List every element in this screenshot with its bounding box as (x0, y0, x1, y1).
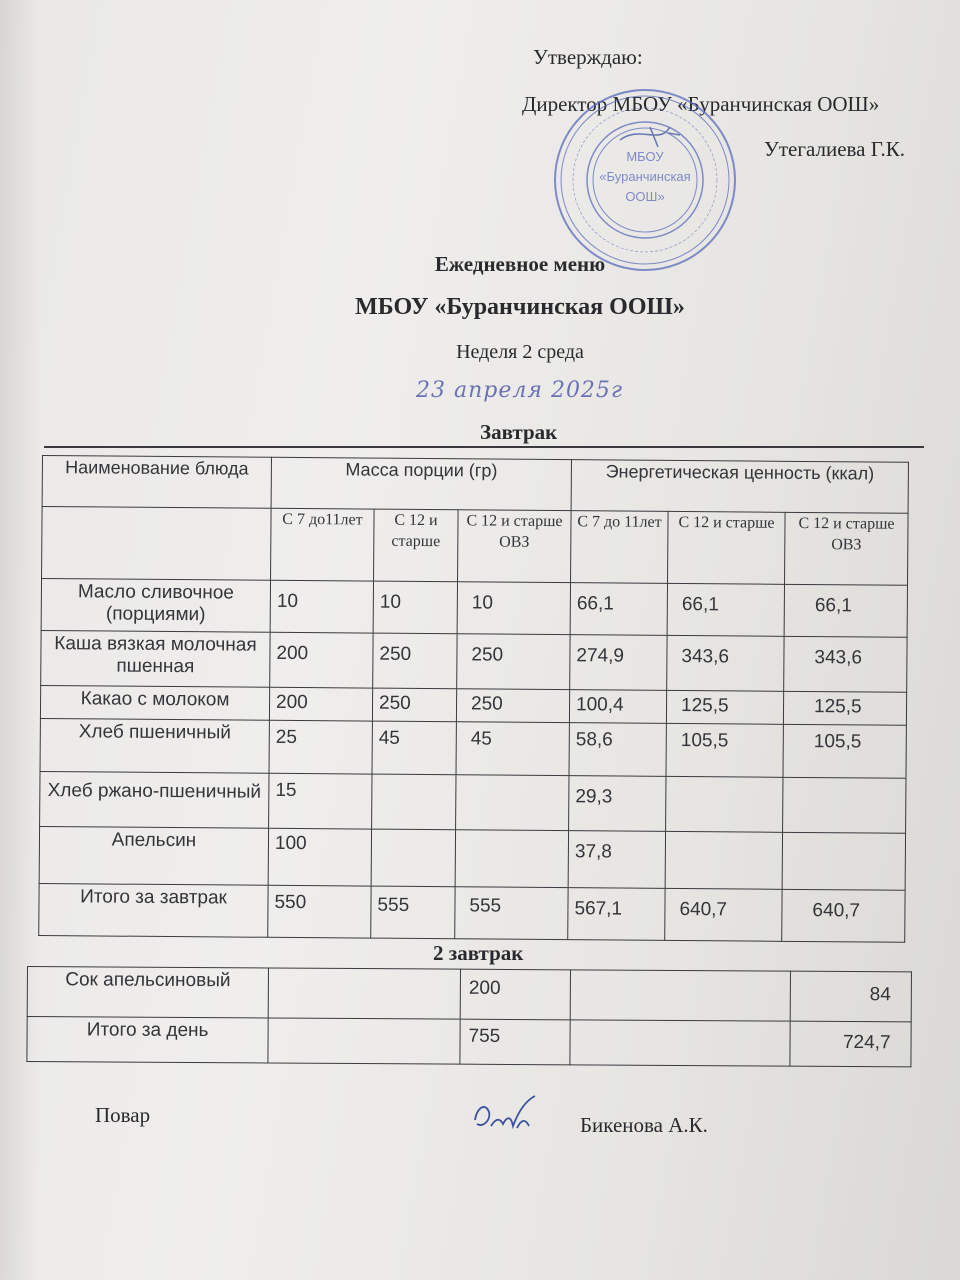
table-total-row (39, 883, 905, 942)
cook-name: Бикенова А.К. (580, 1113, 708, 1137)
director-name: Утегалиева Г.К. (764, 137, 906, 161)
mass-cell: 200 (460, 969, 570, 1020)
total-label: Итого за день (27, 1017, 268, 1063)
energy-cell (782, 832, 905, 890)
divider-line (44, 446, 924, 448)
total-energy-cell: 640,7 (782, 889, 905, 942)
mass-cell (372, 774, 456, 830)
subheader-cell: С 12 и старше ОВЗ (458, 510, 572, 583)
total-energy-cell: 567,1 (568, 888, 665, 941)
stamp-line-1: МБОУ (626, 149, 664, 164)
energy-cell (783, 777, 906, 833)
energy-cell: 125,5 (666, 690, 783, 724)
mass-cell: 250 (372, 688, 456, 722)
energy-cell: 343,6 (667, 635, 784, 691)
mass-cell: 250 (457, 634, 570, 690)
subheader-cell: С 12 и старше (668, 511, 786, 584)
mass-cell: 15 (269, 773, 372, 829)
energy-cell: 37,8 (568, 831, 665, 889)
energy-cell: 274,9 (570, 635, 667, 691)
energy-cell: 66,1 (784, 584, 907, 637)
total-mass-cell: 755 (460, 1019, 570, 1065)
mass-cell: 100 (268, 828, 371, 886)
dish-name: Хлеб ржано-пшеничный (40, 771, 269, 828)
subheader-cell: С 7 до 11лет (571, 511, 669, 584)
table-row (40, 771, 906, 833)
mass-cell: 10 (270, 580, 373, 633)
total-energy-cell: 724,7 (790, 1021, 911, 1067)
subheader-cell: С 12 и старше (374, 509, 459, 582)
cook-signature (465, 1090, 555, 1140)
mass-cell: 25 (269, 720, 372, 774)
total-mass-cell: 555 (371, 886, 455, 939)
table-row (27, 967, 911, 1022)
table-row (41, 579, 907, 638)
dish-name: Масло сливочное (порциями) (41, 579, 270, 633)
header-dish-name: Наименование блюда (42, 456, 271, 509)
table-row (39, 826, 905, 890)
stamp-line-3: ООШ» (625, 189, 665, 204)
energy-cell: 66,1 (667, 583, 784, 636)
mass-cell: 10 (373, 581, 457, 634)
energy-cell: 343,6 (784, 636, 907, 692)
total-energy-cell: 640,7 (665, 888, 782, 941)
mass-cell (371, 829, 455, 887)
mass-cell: 200 (269, 687, 372, 721)
handwritten-date: 23 апреля 2025г (416, 378, 624, 403)
dish-name: Апельсин (39, 826, 268, 885)
table-subheader-row (42, 507, 909, 586)
table-header-row (42, 456, 908, 514)
mass-cell: 200 (270, 632, 373, 688)
stamp-line-2: «Буранчинская (599, 169, 691, 184)
week-day: Неделя 2 среда (456, 341, 584, 363)
dish-name: Сок апельсиновый (27, 967, 268, 1018)
page-title: Ежедневное меню (434, 252, 606, 276)
dish-name: Каша вязкая молочная пшенная (41, 630, 270, 687)
page-shadow (0, 0, 40, 1280)
school-stamp-seal (550, 85, 740, 275)
header-energy: Энергетическая ценность (ккал) (571, 460, 908, 514)
mass-cell: 10 (457, 582, 570, 635)
empty-cell (268, 968, 460, 1019)
energy-cell: 100,4 (569, 690, 666, 724)
table-total-row (27, 1017, 911, 1067)
empty-cell (570, 1020, 790, 1066)
school-name: МБОУ «Буранчинская ООШ» (355, 294, 685, 320)
approve-label: Утверждаю: (533, 45, 643, 69)
energy-cell: 29,3 (569, 776, 666, 832)
mass-cell: 45 (372, 721, 456, 775)
energy-cell: 84 (790, 971, 911, 1022)
energy-cell: 105,5 (783, 724, 906, 778)
empty-cell (268, 1018, 460, 1064)
breakfast-title: Завтрак (480, 420, 558, 444)
table-row (40, 718, 906, 778)
director-title: Директор МБОУ «Буранчинская ООШ» (522, 92, 880, 116)
header-mass: Масса порции (гр) (271, 457, 571, 510)
subheader-cell: С 7 до11лет (271, 508, 375, 581)
breakfast-table (38, 455, 909, 943)
second-breakfast-table (26, 966, 912, 1067)
table-row (41, 630, 907, 692)
energy-cell: 66,1 (570, 583, 667, 636)
mass-cell (455, 830, 568, 888)
energy-cell: 105,5 (666, 723, 783, 777)
total-label: Итого за завтрак (39, 883, 268, 937)
empty-cell (570, 970, 790, 1021)
dish-name: Какао с молоком (40, 685, 269, 720)
energy-cell (665, 831, 782, 889)
cook-label: Повар (95, 1103, 151, 1127)
header-empty-cell (42, 507, 272, 581)
second-breakfast-title: 2 завтрак (433, 941, 524, 965)
energy-cell (666, 776, 783, 832)
energy-cell: 58,6 (569, 723, 666, 777)
total-mass-cell: 550 (268, 885, 371, 938)
subheader-cell: С 12 и старше ОВЗ (785, 512, 909, 585)
total-mass-cell: 555 (455, 887, 568, 940)
mass-cell: 250 (456, 689, 569, 723)
dish-name: Хлеб пшеничный (40, 718, 269, 773)
mass-cell: 250 (373, 633, 457, 689)
mass-cell (456, 775, 569, 831)
mass-cell: 45 (456, 722, 569, 776)
energy-cell: 125,5 (783, 691, 906, 725)
